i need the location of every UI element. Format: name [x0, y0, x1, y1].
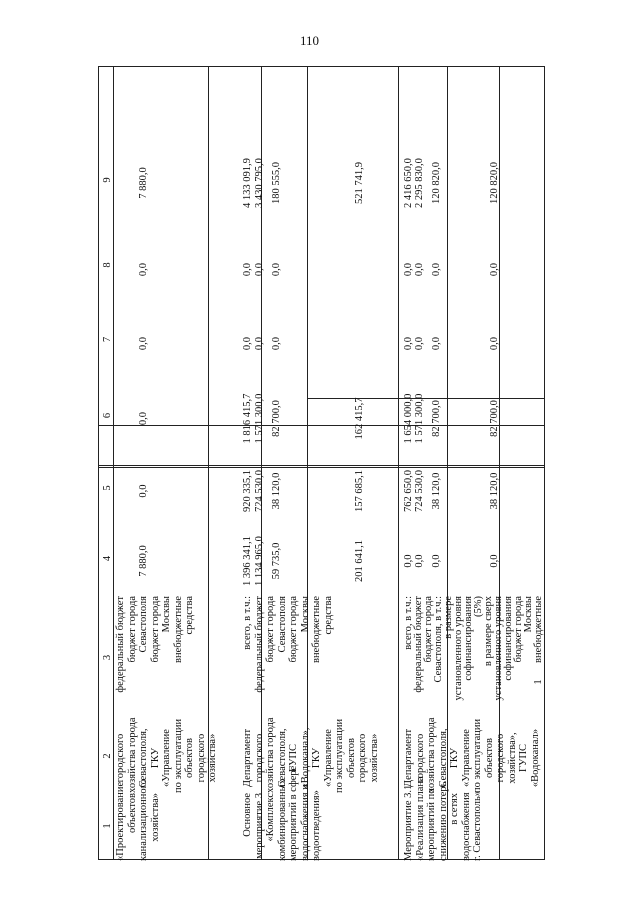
row2-federal-c4: 1 134 965,0	[254, 536, 265, 586]
row2-federal-c8: 0,0	[254, 262, 265, 277]
row2-executor-line: «Управление	[322, 729, 334, 787]
row3-executor-line: Севастополя,	[437, 728, 449, 788]
row3-cofin-c8: 0,0	[489, 262, 500, 277]
row2-extra-c4: 201 641,1	[354, 540, 365, 582]
row2-executor-line: Департамент	[242, 728, 253, 788]
row3-federal-c6: 1 571 300,0	[414, 393, 425, 444]
row1-source-line: внебюджетные	[172, 596, 184, 663]
row2-executor-line: объектов	[345, 737, 357, 779]
row2-name-line: водоснабжения и	[299, 784, 311, 861]
row1-executor-line: городского	[115, 733, 126, 783]
row3-cofin-c6: 82 700,0	[489, 400, 500, 437]
row3-sevastopol-c9: 120 820,0	[431, 162, 442, 204]
header-col-2: 2	[102, 753, 113, 759]
row2-source-line: всего, в т.ч.:	[242, 596, 253, 650]
row2-name-line: «Комплекс	[265, 793, 276, 842]
row3-cofin-c5: 38 120,0	[489, 472, 500, 510]
row1-col5: 0,0	[138, 484, 149, 498]
row1-name-line: объектов	[126, 793, 138, 834]
row2-sevastopol-c8: 0,0	[271, 262, 282, 277]
row2-sevastopol-c4: 59 735,0	[271, 542, 282, 580]
row3-federal-c7: 0,0	[414, 336, 425, 351]
row3-federal-c8: 0,0	[414, 262, 425, 277]
header-col-5: 5	[102, 485, 113, 491]
row1-executor-line: по эксплуатации	[172, 718, 184, 793]
row2-federal-c7: 0,0	[254, 336, 265, 351]
row3-source-line: (5%)	[473, 596, 484, 617]
row3-source-line: установленного уровня	[493, 596, 504, 701]
row2-federal-c9: 3 430 795,0	[254, 158, 265, 208]
row3-federal-c5: 724 530,0	[414, 470, 425, 512]
row3-executor-line: «Управление	[460, 729, 472, 787]
row3-sevastopol-c6: 82 700,0	[431, 400, 442, 437]
row3-source-line: бюджет города	[513, 596, 524, 663]
row2-name-line: комбинированных	[276, 779, 288, 861]
row1-executor-line: ГКУ	[149, 747, 161, 769]
row2-sevastopol-c6: 82 700,0	[271, 400, 282, 437]
row2-name-line: Основное	[242, 793, 253, 837]
header-col-1: 1	[533, 679, 544, 685]
row2-total-c7: 0,0	[242, 336, 253, 351]
row2-federal-c5: 724 530,0	[254, 470, 265, 512]
row2-extra-c6: 162 415,7	[354, 397, 365, 440]
row2-source-line: бюджет города	[288, 596, 299, 663]
row3-sevastopol-c5: 38 120,0	[431, 472, 442, 510]
row3-source-line: Москвы	[523, 596, 534, 633]
row3-executor-line: Департамент	[403, 728, 414, 788]
page-number: 110	[300, 33, 320, 48]
row3-executor-line: ГУПС	[518, 743, 529, 773]
row1-source-line: бюджет города	[149, 596, 161, 663]
row3-source-line: всего, в т.ч.:	[403, 596, 414, 650]
row3-sevastopol-c7: 0,0	[431, 336, 442, 351]
row3-total-c7: 0,0	[403, 336, 414, 351]
row3-federal-c4: 0,0	[414, 554, 425, 568]
budget-table	[98, 66, 545, 860]
row2-source-line: Севастополя	[276, 596, 288, 653]
row3-name-line: мероприятий по	[426, 788, 437, 861]
row1-executor-line: городского	[195, 733, 207, 783]
row1-source-line: Москвы	[161, 596, 172, 633]
row3-cofin-c9: 120 820,0	[489, 162, 500, 204]
row3-source-line: бюджет города	[423, 596, 434, 663]
row3-executor-line: хозяйства города	[426, 717, 437, 793]
header-col-9: 9	[102, 177, 113, 183]
row2-name-line: мероприятие 3	[253, 793, 265, 859]
row3-sevastopol-c4: 0,0	[431, 554, 442, 568]
row3-source-line: в размере	[443, 596, 454, 639]
header-col-8: 8	[102, 262, 113, 268]
row1-executor-line: «Управление	[161, 729, 172, 787]
rotated-content	[99, 67, 546, 861]
row3-source-line: внебюджетные	[533, 596, 544, 663]
row2-source-line: бюджет города	[265, 596, 276, 663]
row3-name-line: снижению потерь	[437, 781, 449, 861]
row3-sevastopol-c8: 0,0	[431, 262, 442, 277]
row3-name-line: г. Севастополь»	[472, 790, 483, 861]
row2-sevastopol-c9: 180 555,0	[271, 162, 282, 204]
row2-extra-c9: 521 741,9	[354, 162, 365, 204]
row3-executor-line: хозяйства»,	[506, 732, 518, 784]
row2-name-line: мероприятий в сфере	[288, 765, 299, 861]
row3-name-line: Мероприятие 3.1	[403, 784, 414, 861]
row3-total-c8: 0,0	[403, 262, 414, 277]
row2-federal-c6: 1 571 300,0	[254, 393, 265, 444]
row2-name-line: водоотведения»	[311, 790, 322, 861]
row3-executor-line: городского	[414, 733, 426, 783]
row2-total-c9: 4 133 091,9	[242, 158, 253, 208]
row2-executor-line: хозяйства города	[265, 717, 276, 793]
row1-source-line: федеральный бюджет	[115, 596, 126, 693]
row1-name-line: «Проектирование	[115, 781, 126, 861]
row1-executor-line: хозяйства»	[207, 733, 218, 783]
row3-executor-line: ГКУ	[449, 747, 460, 769]
row2-executor-line: ГУПС	[288, 743, 299, 773]
row2-sevastopol-c7: 0,0	[271, 336, 282, 351]
header-col-1: 1	[102, 823, 113, 829]
row1-source-line: средства	[184, 596, 195, 635]
row1-executor-line: объектов	[184, 737, 195, 779]
row3-federal-c9: 2 295 830,0	[414, 158, 425, 208]
row1-col8: 0,0	[138, 262, 149, 277]
row2-total-c5: 920 335,1	[242, 470, 253, 512]
row2-total-c8: 0,0	[242, 262, 253, 277]
row3-name-line: водоснабжения	[460, 792, 472, 861]
row3-executor-line: городского	[495, 733, 506, 783]
row2-total-c6: 1 816 415,7	[242, 393, 253, 444]
row1-col9: 7 880,0	[138, 167, 149, 199]
header-col-6: 6	[102, 412, 113, 419]
row3-source-line: софинансирования	[503, 596, 514, 681]
row1-name-line: хозяйства»	[149, 793, 161, 842]
row3-source-line: софинансирования	[463, 596, 474, 681]
row2-executor-line: ГКУ	[311, 747, 322, 769]
row2-executor-line: «Водоканал»,	[299, 727, 311, 789]
row3-total-c4: 0,0	[403, 554, 414, 568]
row3-name-line: «Реализация плана	[414, 776, 426, 861]
row1-col6: 0,0	[138, 411, 149, 426]
row1-name-line: канализационного	[138, 779, 149, 861]
row3-name-line: в сетях	[449, 793, 460, 825]
row2-source-line: средства	[322, 596, 334, 635]
row3-executor-line: объектов	[483, 737, 495, 779]
row3-cofin-c7: 0,0	[489, 336, 500, 351]
row3-source-line: федеральный бюджет	[413, 596, 424, 693]
row2-source-line: Москвы	[299, 596, 311, 633]
row3-source-line: Севастополя, в т.ч.:	[433, 596, 444, 683]
row1-col7: 0,0	[138, 336, 149, 351]
row3-total-c6: 1 654 000,0	[403, 393, 414, 444]
row1-source-line: бюджет города	[126, 596, 138, 663]
row2-total-c4: 1 396 341,1	[242, 536, 253, 586]
row3-source-line: установленного уровня	[453, 596, 464, 701]
row1-executor-line: хозяйства города	[126, 717, 138, 793]
row2-executor-line: хозяйства»	[368, 733, 380, 783]
header-col-7: 7	[102, 336, 113, 343]
row3-source-line: в размере сверх	[483, 596, 494, 667]
row1-source-line: Севастополя	[138, 596, 149, 653]
row2-executor-line: Севастополя,	[276, 728, 288, 788]
row2-extra-c5: 157 685,1	[354, 470, 365, 512]
row2-executor-line: по эксплуатации	[334, 718, 345, 793]
row3-cofin-c4: 0,0	[489, 554, 500, 568]
row3-total-c9: 2 416 650,0	[403, 158, 414, 208]
header-col-4: 4	[102, 555, 113, 562]
row3-total-c5: 762 650,0	[403, 470, 414, 512]
row3-executor-line: «Водоканал»	[529, 728, 541, 788]
row2-executor-line: городского	[357, 733, 368, 783]
row2-sevastopol-c5: 38 120,0	[271, 472, 282, 510]
row2-source-line: внебюджетные	[311, 596, 322, 663]
row3-executor-line: по эксплуатации	[472, 718, 483, 793]
row2-source-line: федеральный бюджет	[253, 596, 265, 693]
row1-executor-line: Севастополя,	[138, 728, 149, 788]
row1-col4: 7 880,0	[138, 545, 149, 577]
header-col-3: 3	[102, 654, 113, 661]
row2-executor-line: городского	[253, 733, 265, 783]
